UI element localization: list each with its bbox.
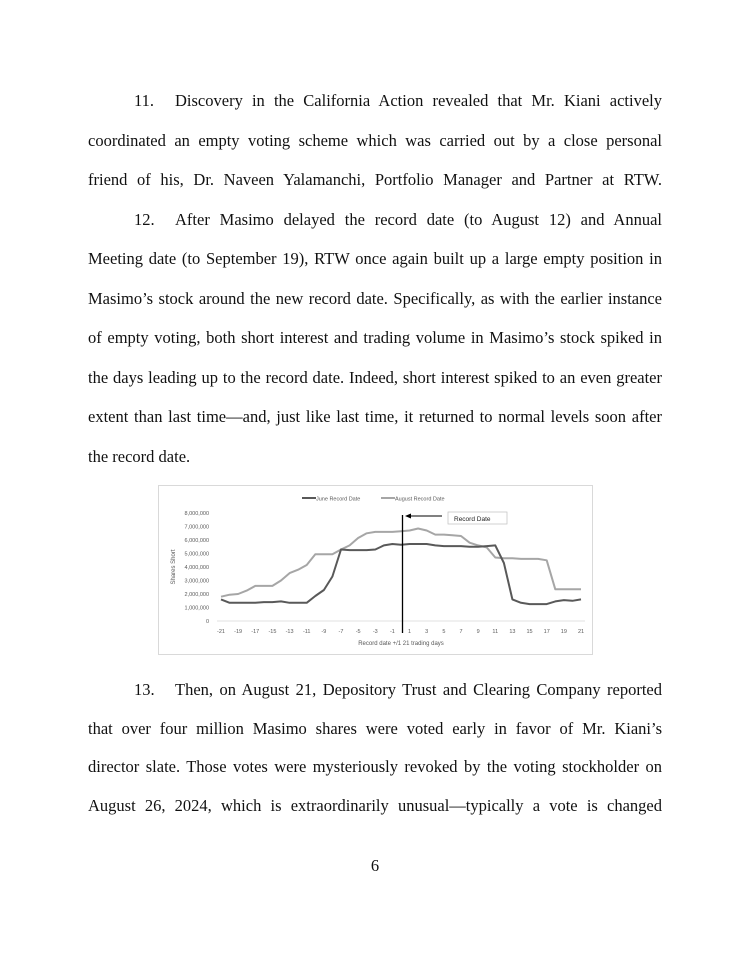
paragraph-number: 12. bbox=[134, 209, 155, 229]
x-tick-label: -1 bbox=[389, 629, 395, 635]
y-tick-label: 6,000,000 bbox=[184, 538, 209, 544]
x-tick-label: 21 bbox=[577, 629, 585, 635]
paragraph-line: director slate. Those votes were mysteriously revoked by the voting stockholder on bbox=[88, 757, 662, 776]
legend-label: June Record Date bbox=[316, 496, 361, 503]
x-tick-label: -3 bbox=[372, 629, 378, 635]
y-tick-label: 3,000,000 bbox=[184, 578, 209, 585]
paragraph-first-line bbox=[88, 680, 662, 700]
paragraph-text: After Masimo delayed the record date (to August 12) and Annual bbox=[175, 209, 662, 229]
x-tick-label: -19 bbox=[234, 629, 243, 635]
x-tick-label: 15 bbox=[526, 629, 533, 635]
arrow-head-icon bbox=[405, 514, 411, 519]
paragraph-number: 13. bbox=[134, 680, 155, 699]
x-tick-label: 5 bbox=[442, 629, 446, 635]
paragraph-line: August 26, 2024, which is extraordinarily unusual—typically a vote is changed bbox=[88, 795, 662, 815]
paragraph-line: Meeting date (to September 19), RTW once again built up a large empty position in bbox=[88, 249, 662, 268]
y-tick-label: 0 bbox=[205, 619, 209, 625]
paragraph-line: friend of his, Dr. Naveen Yalamanchi, Portfolio Manager and Partner at RTW. bbox=[88, 170, 662, 189]
series-line-august bbox=[221, 529, 581, 597]
y-tick-label: 7,000,000 bbox=[184, 524, 209, 531]
x-tick-label: 11 bbox=[492, 629, 499, 635]
x-tick-label: -13 bbox=[285, 629, 294, 635]
legend-label: August Record Date bbox=[395, 496, 445, 503]
record-date-label: Record Date bbox=[454, 516, 491, 523]
x-tick-label: -9 bbox=[321, 629, 327, 635]
paragraph-first-line bbox=[88, 91, 662, 111]
chart-svg bbox=[159, 486, 594, 656]
x-tick-label: 9 bbox=[476, 629, 480, 635]
x-tick-label: 13 bbox=[509, 629, 516, 635]
paragraph-line: of empty voting, both short interest and trading volume in Masimo’s stock spiked in bbox=[88, 328, 662, 347]
paragraph-line: the days leading up to the record date. Indeed, short interest spiked to an even greater bbox=[88, 367, 662, 387]
short-interest-chart bbox=[158, 485, 593, 655]
x-tick-label: 7 bbox=[459, 629, 463, 635]
y-tick-label: 1,000,000 bbox=[184, 605, 209, 612]
paragraph-line: the record date. bbox=[88, 446, 191, 466]
paragraph-text: Discovery in the California Action revealed that Mr. Kiani actively bbox=[175, 91, 662, 110]
x-tick-label: 1 bbox=[408, 629, 412, 635]
paragraph-text: Then, on August 21, Depository Trust and Clearing Company reported bbox=[175, 680, 662, 699]
page-number: 6 bbox=[370, 856, 380, 875]
paragraph-number: 11. bbox=[134, 91, 155, 110]
x-tick-label: -11 bbox=[302, 629, 311, 635]
paragraph-line: coordinated an empty voting scheme which was carried out by a close personal bbox=[88, 130, 662, 150]
x-tick-label: -17 bbox=[251, 629, 260, 635]
x-tick-label: -5 bbox=[355, 629, 361, 635]
y-axis-title: Shares Short bbox=[171, 549, 177, 585]
series-line-june bbox=[221, 544, 581, 604]
y-tick-label: 4,000,000 bbox=[184, 565, 209, 571]
paragraph-first-line bbox=[88, 210, 662, 230]
y-tick-label: 5,000,000 bbox=[184, 551, 209, 558]
x-tick-label: -15 bbox=[268, 629, 277, 635]
paragraph-line: that over four million Masimo shares were voted early in favor of Mr. Kiani’s bbox=[88, 718, 662, 738]
y-tick-label: 2,000,000 bbox=[184, 592, 209, 598]
x-tick-label: -21 bbox=[217, 629, 225, 635]
x-tick-label: 17 bbox=[543, 629, 550, 635]
x-tick-label: -7 bbox=[338, 629, 344, 635]
paragraph-line: Masimo’s stock around the new record date. Specifically, as with the earlier instance bbox=[88, 288, 662, 308]
paragraph-line: extent than last time—and, just like last time, it returned to normal levels soon after bbox=[88, 407, 662, 426]
x-axis-title: Record date +/1 21 trading days bbox=[358, 641, 444, 647]
x-tick-label: 3 bbox=[425, 629, 429, 635]
y-tick-label: 8,000,000 bbox=[184, 511, 209, 517]
x-tick-label: 19 bbox=[560, 629, 567, 635]
